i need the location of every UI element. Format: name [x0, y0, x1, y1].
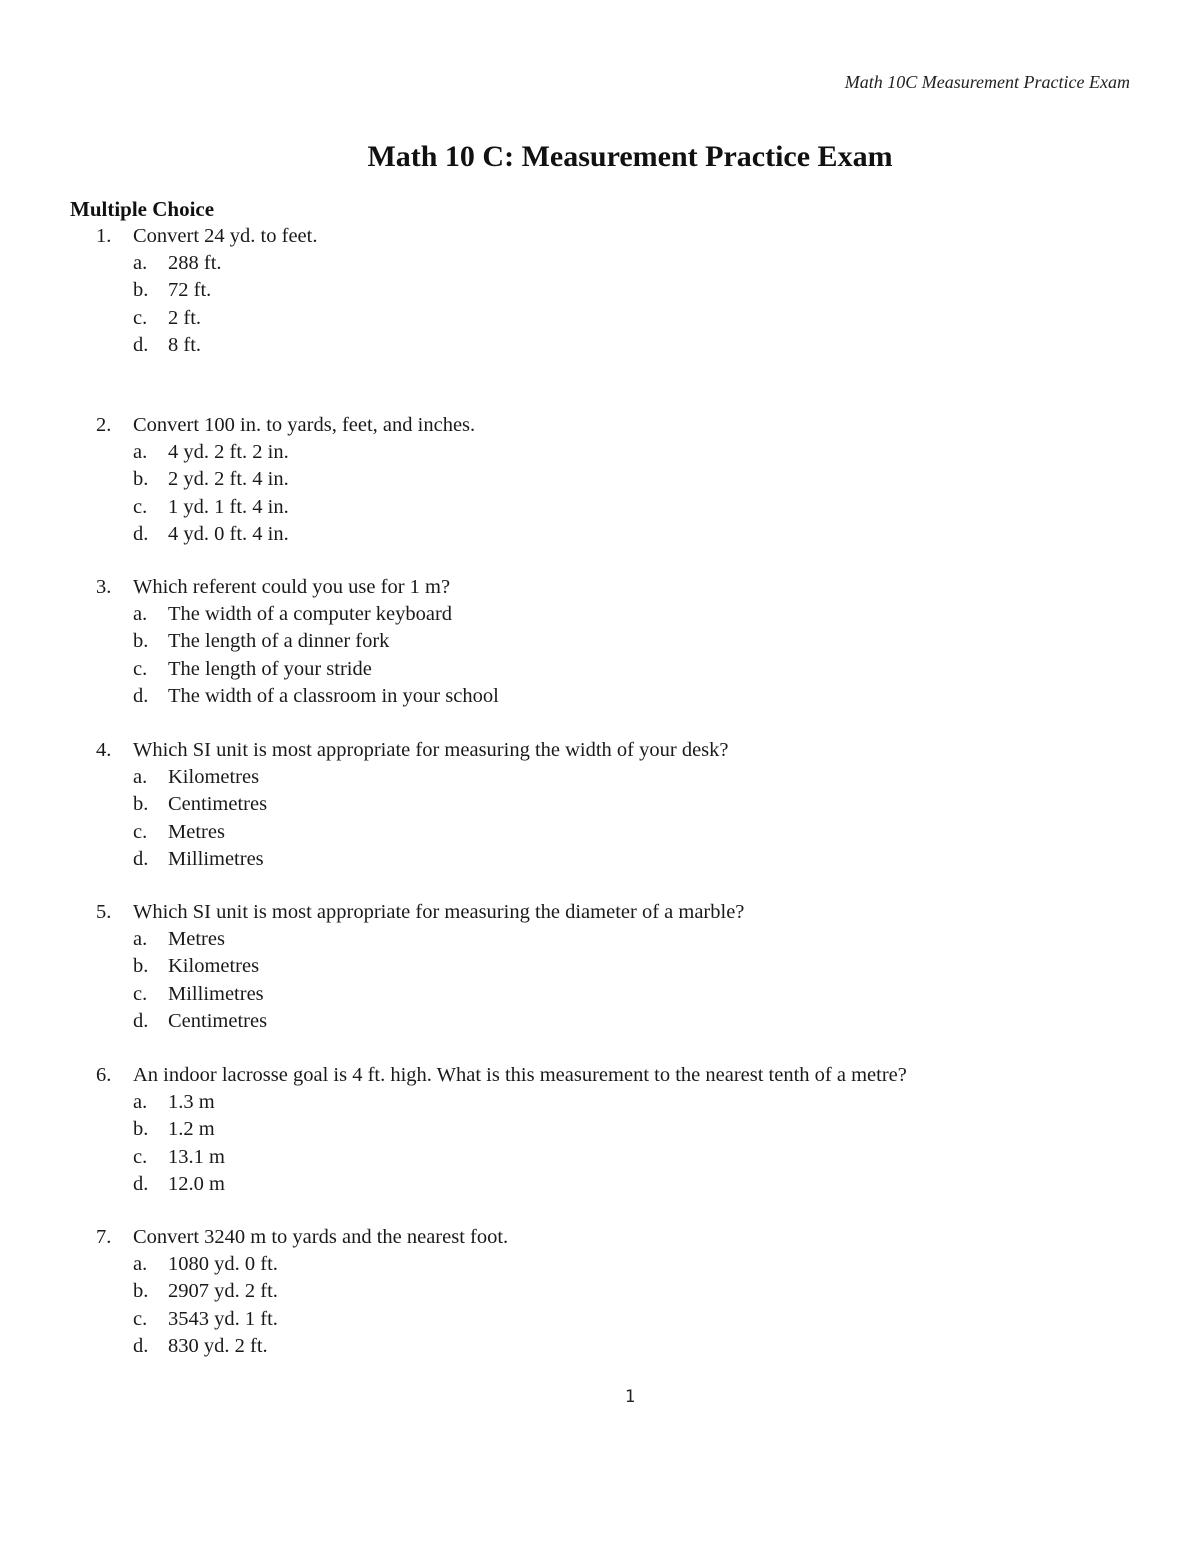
question-2 [0, 412, 1200, 548]
option-b [0, 1278, 1200, 1305]
option-text: 1.2 m [168, 1118, 215, 1141]
question-text: Which referent could you use for 1 m? [133, 576, 451, 598]
option-d [0, 521, 1200, 548]
question-number: 3. [96, 576, 112, 598]
option-d [0, 1171, 1200, 1198]
running-header: Math 10C Measurement Practice Exam [844, 72, 1130, 92]
option-d [0, 846, 1200, 873]
page-title: Math 10 C: Measurement Practice Exam [367, 140, 893, 173]
option-text: 1 yd. 1 ft. 4 in. [168, 495, 289, 518]
section-heading: Multiple Choice [70, 197, 215, 221]
option-letter: d. [133, 684, 149, 707]
option-letter: b. [133, 279, 149, 302]
option-letter: c. [133, 982, 148, 1005]
option-letter: d. [133, 847, 149, 870]
option-letter: c. [133, 657, 148, 680]
question-number: 1. [96, 225, 112, 247]
option-text: 72 ft. [168, 279, 212, 302]
option-letter: c. [133, 306, 148, 329]
option-letter: a. [133, 1091, 148, 1114]
question-text: Which SI unit is most appropriate for measuring the diameter of a marble? [133, 901, 745, 923]
option-letter: b. [133, 793, 149, 816]
option-text: The length of your stride [168, 657, 372, 680]
option-a [0, 250, 1200, 277]
option-text: 1.3 m [168, 1091, 215, 1114]
option-letter: d. [133, 333, 149, 356]
question-stem [0, 574, 1200, 601]
option-a [0, 439, 1200, 466]
option-text: Metres [168, 928, 225, 951]
question-number: 4. [96, 739, 112, 761]
option-text: 2 ft. [168, 306, 202, 329]
option-text: 4 yd. 2 ft. 2 in. [168, 441, 289, 464]
option-letter: a. [133, 252, 148, 275]
question-number: 2. [96, 414, 112, 436]
question-5 [0, 899, 1200, 1035]
option-b [0, 1116, 1200, 1143]
option-b [0, 466, 1200, 493]
question-text: Convert 3240 m to yards and the nearest foot. [133, 1226, 509, 1248]
option-c [0, 494, 1200, 521]
question-7 [0, 1224, 1200, 1360]
option-text: 3543 yd. 1 ft. [168, 1307, 278, 1330]
option-letter: c. [133, 820, 148, 843]
option-text: 8 ft. [168, 333, 202, 356]
option-letter: c. [133, 495, 148, 518]
option-letter: a. [133, 603, 148, 626]
question-stem [0, 223, 1200, 250]
option-b [0, 791, 1200, 818]
option-text: Kilometres [168, 766, 260, 789]
option-text: Centimetres [168, 1009, 268, 1032]
option-d [0, 683, 1200, 710]
option-letter: a. [133, 928, 148, 951]
option-c [0, 819, 1200, 846]
option-c [0, 305, 1200, 332]
question-1 [0, 223, 1200, 359]
question-stem [0, 1224, 1200, 1251]
option-text: 4 yd. 0 ft. 4 in. [168, 522, 289, 545]
option-c [0, 981, 1200, 1008]
question-text: Which SI unit is most appropriate for measuring the width of your desk? [133, 739, 729, 761]
option-d [0, 1333, 1200, 1360]
option-text: The width of a classroom in your school [168, 684, 499, 707]
option-letter: c. [133, 1145, 148, 1168]
option-letter: d. [133, 1334, 149, 1357]
option-text: Metres [168, 820, 225, 843]
option-letter: d. [133, 522, 149, 545]
question-number: 6. [96, 1064, 112, 1086]
option-text: 12.0 m [168, 1172, 225, 1195]
question-6 [0, 1062, 1200, 1198]
option-text: Kilometres [168, 955, 260, 978]
option-text: 2 yd. 2 ft. 4 in. [168, 468, 289, 491]
question-number: 5. [96, 901, 112, 923]
option-c [0, 1144, 1200, 1171]
page-number: 1 [624, 1387, 636, 1407]
question-text: Convert 24 yd. to feet. [133, 225, 318, 247]
option-a [0, 926, 1200, 953]
question-stem [0, 899, 1200, 926]
question-stem [0, 412, 1200, 439]
option-a [0, 1251, 1200, 1278]
option-letter: b. [133, 630, 149, 653]
option-text: 830 yd. 2 ft. [168, 1334, 268, 1357]
option-letter: b. [133, 1280, 149, 1303]
option-text: 1080 yd. 0 ft. [168, 1253, 278, 1276]
option-text: 13.1 m [168, 1145, 225, 1168]
option-d [0, 1008, 1200, 1035]
option-letter: d. [133, 1172, 149, 1195]
question-stem [0, 1062, 1200, 1089]
question-3 [0, 574, 1200, 710]
option-b [0, 277, 1200, 304]
option-letter: c. [133, 1307, 148, 1330]
option-text: Millimetres [168, 982, 264, 1005]
option-letter: b. [133, 955, 149, 978]
option-a [0, 1089, 1200, 1116]
option-letter: d. [133, 1009, 149, 1032]
question-stem [0, 737, 1200, 764]
option-b [0, 628, 1200, 655]
option-c [0, 1306, 1200, 1333]
option-text: The length of a dinner fork [168, 630, 390, 653]
option-letter: b. [133, 1118, 149, 1141]
question-number: 7. [96, 1226, 112, 1248]
option-c [0, 656, 1200, 683]
option-letter: a. [133, 766, 148, 789]
option-text: The width of a computer keyboard [168, 603, 453, 626]
option-b [0, 953, 1200, 980]
question-text: An indoor lacrosse goal is 4 ft. high. What is this measurement to the nearest tenth of a metre? [133, 1064, 907, 1086]
option-a [0, 764, 1200, 791]
option-a [0, 601, 1200, 628]
option-letter: b. [133, 468, 149, 491]
option-letter: a. [133, 441, 148, 464]
question-text: Convert 100 in. to yards, feet, and inches. [133, 414, 476, 436]
option-text: 2907 yd. 2 ft. [168, 1280, 278, 1303]
question-4 [0, 737, 1200, 873]
option-text: 288 ft. [168, 252, 222, 275]
option-text: Centimetres [168, 793, 268, 816]
option-letter: a. [133, 1253, 148, 1276]
option-d [0, 332, 1200, 359]
option-text: Millimetres [168, 847, 264, 870]
